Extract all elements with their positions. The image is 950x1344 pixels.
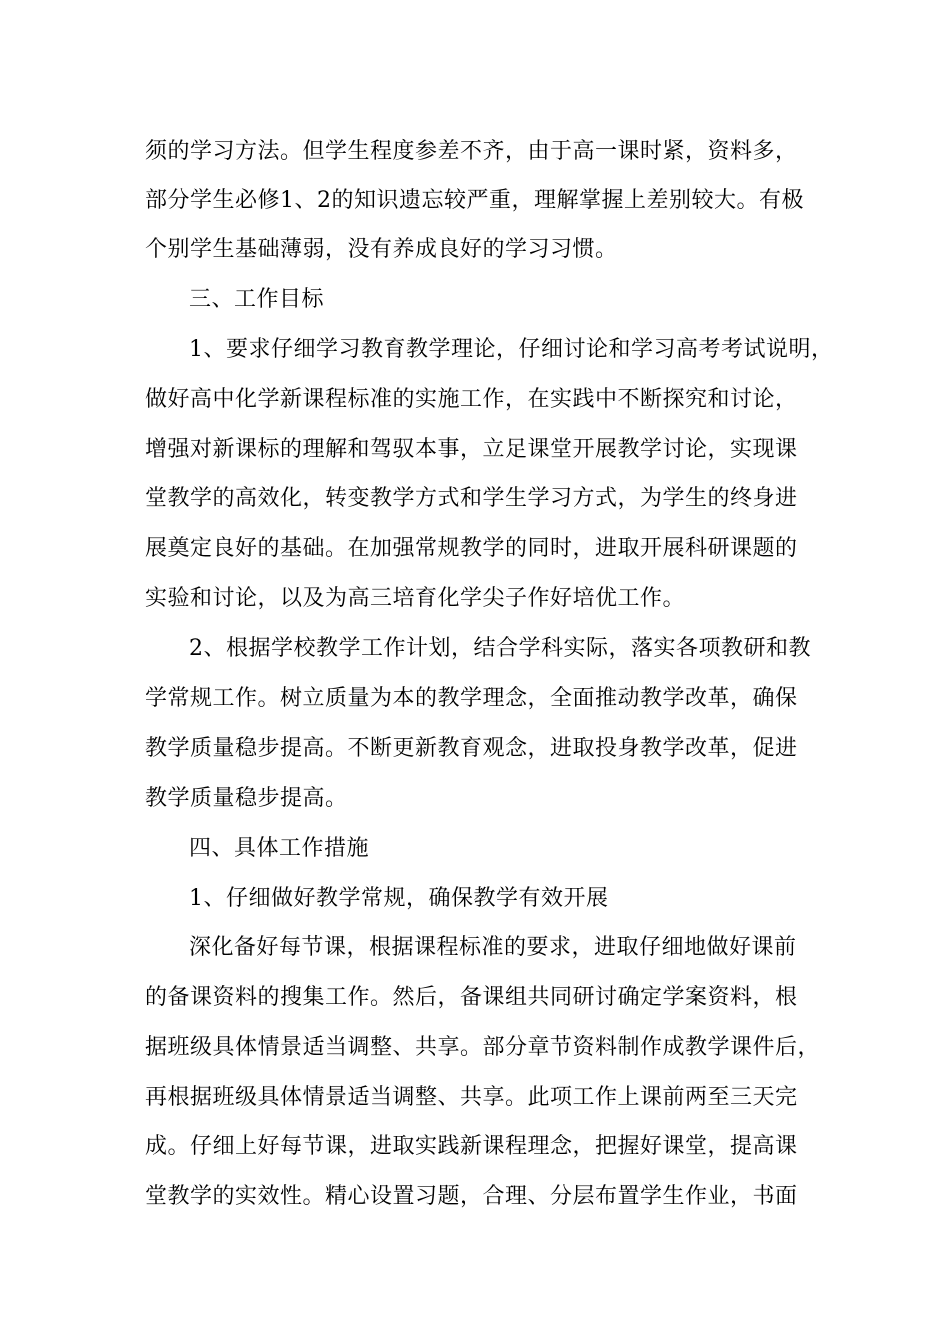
paragraph-line: 须的学习方法。但学生程度参差不齐，由于高一课时紧，资料多，	[145, 139, 798, 164]
paragraph-line: 再根据班级具体情景适当调整、共享。此项工作上课前两至三天完	[145, 1085, 798, 1110]
section-heading: 四、具体工作措施	[189, 836, 370, 861]
paragraph-line: 堂教学的实效性。精心设置习题，合理、分层布置学生作业，书面	[145, 1184, 798, 1209]
paragraph-line: 1、要求仔细学习教育教学理论，仔细讨论和学习高考考试说明，	[189, 337, 834, 362]
paragraph-line: 教学质量稳步提高。	[145, 786, 348, 811]
section-heading: 三、工作目标	[189, 287, 325, 312]
paragraph-line: 增强对新课标的理解和驾驭本事，立足课堂开展教学讨论，实现课	[145, 437, 798, 462]
paragraph-line: 实验和讨论，以及为高三培育化学尖子作好培优工作。	[145, 586, 686, 611]
paragraph-line: 深化备好每节课，根据课程标准的要求，进取仔细地做好课前	[189, 935, 797, 960]
paragraph-line: 2、根据学校教学工作计划，结合学科实际，落实各项教研和教	[189, 636, 811, 661]
paragraph-line: 部分学生必修1、2的知识遗忘较严重，理解掌握上差别较大。有极	[145, 188, 804, 213]
subsection-heading: 1、仔细做好教学常规，确保教学有效开展	[189, 886, 609, 911]
paragraph-line: 做好高中化学新课程标准的实施工作，在实践中不断探究和讨论，	[145, 387, 798, 412]
paragraph-line: 教学质量稳步提高。不断更新教育观念，进取投身教学改革，促进	[145, 736, 798, 761]
paragraph-line: 的备课资料的搜集工作。然后，备课组共同研讨确定学案资料，根	[145, 985, 798, 1010]
paragraph-line: 个别学生基础薄弱，没有养成良好的学习习惯。	[145, 237, 618, 262]
paragraph-line: 据班级具体情景适当调整、共享。部分章节资料制作成教学课件后，	[145, 1035, 821, 1060]
paragraph-line: 成。仔细上好每节课，进取实践新课程理念，把握好课堂，提高课	[145, 1134, 798, 1159]
paragraph-line: 展奠定良好的基础。在加强常规教学的同时，进取开展科研课题的	[145, 536, 798, 561]
paragraph-line: 学常规工作。树立质量为本的教学理念，全面推动教学改革，确保	[145, 686, 798, 711]
paragraph-line: 堂教学的高效化，转变教学方式和学生学习方式，为学生的终身进	[145, 486, 798, 511]
